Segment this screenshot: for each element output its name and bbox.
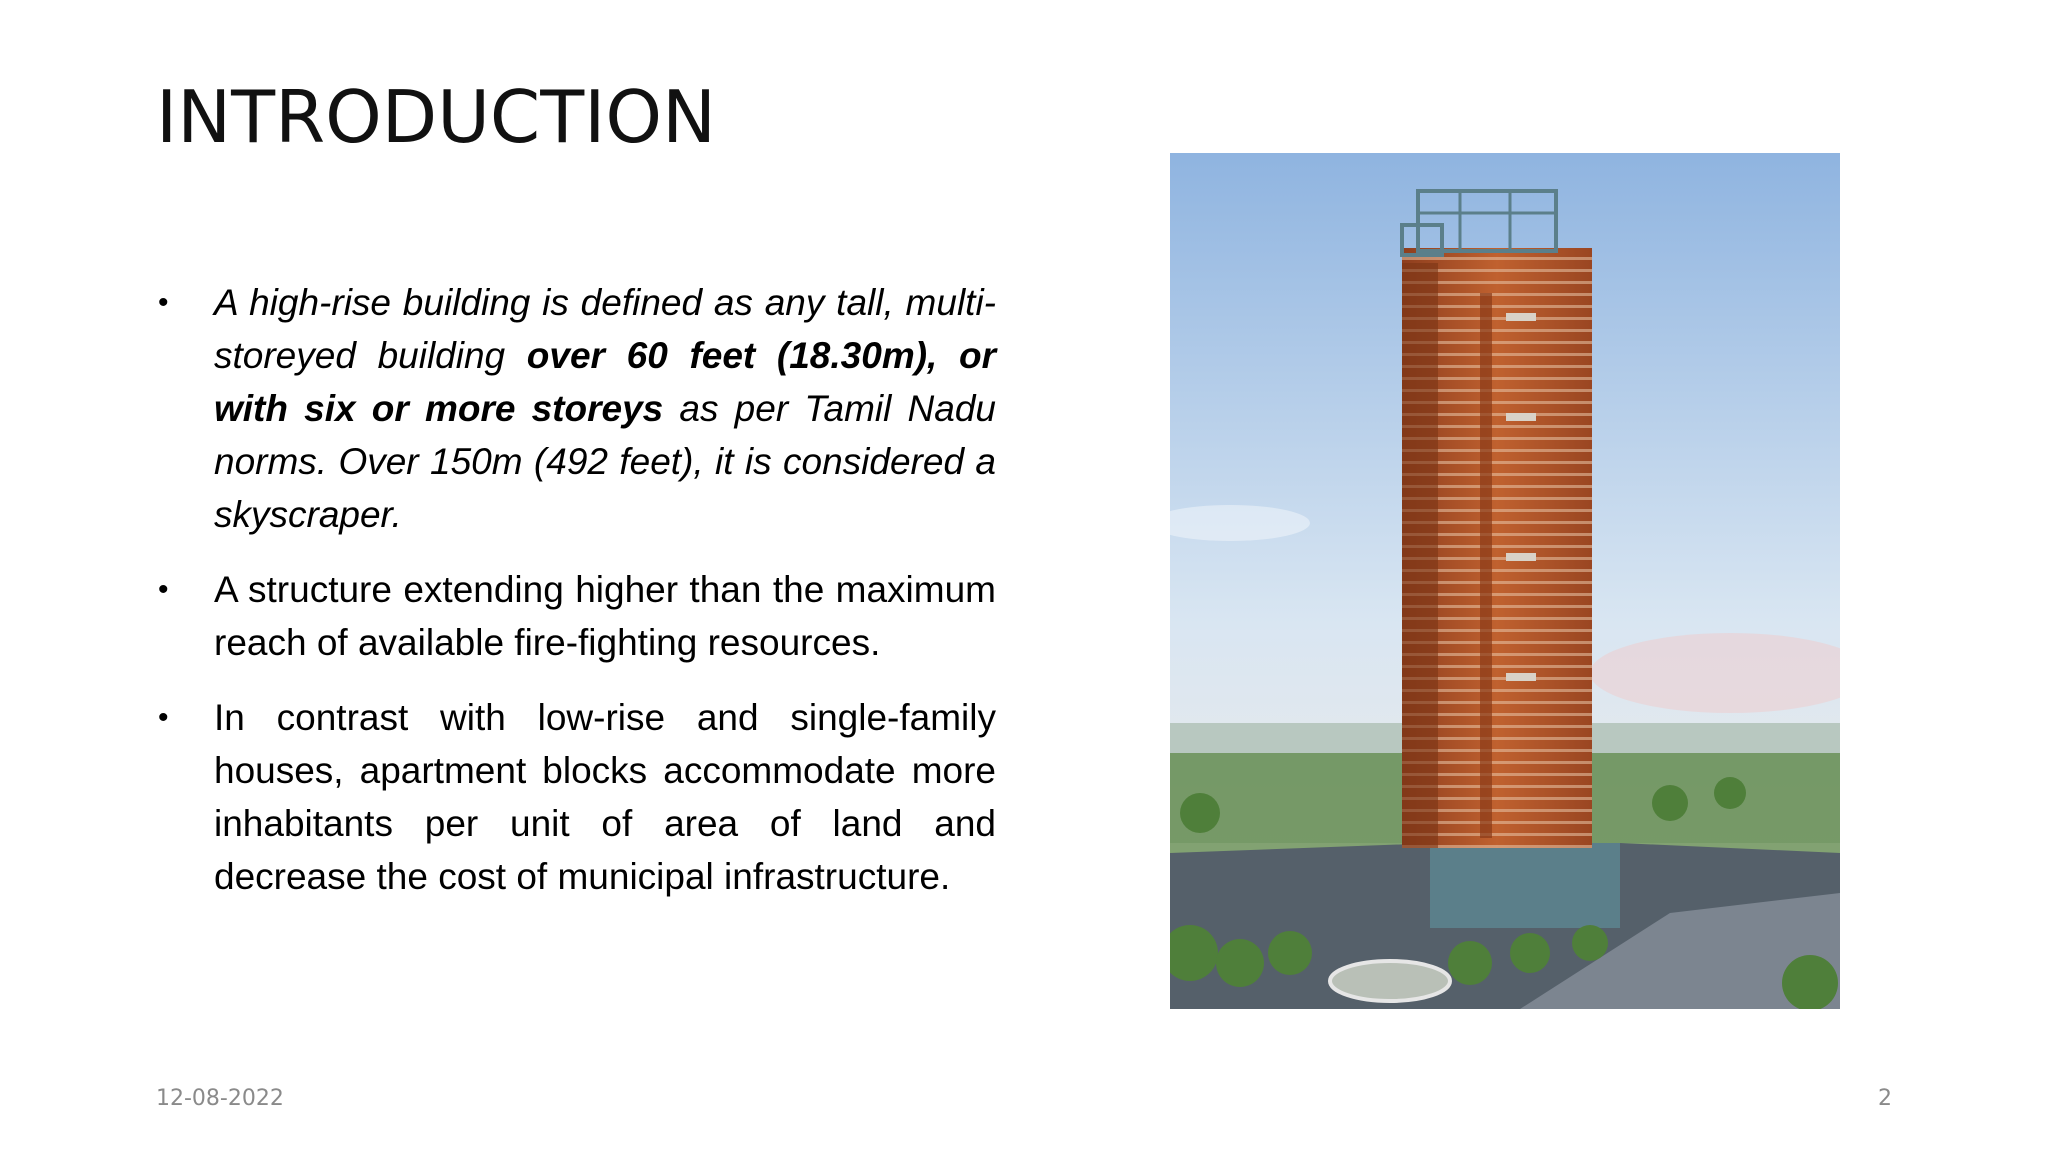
bullet-item-2 [156, 563, 996, 669]
high-rise-building-image [1170, 153, 1840, 1009]
slide-title: INTRODUCTION [156, 75, 716, 159]
bullet-1-text-bold: over 60 feet (18.30m), or with six or more storeys [214, 335, 996, 429]
footer-date: 12-08-2022 [156, 1086, 284, 1111]
bullet-marker: • [158, 573, 169, 606]
bullet-2-text: A structure extending higher than the maximum reach of available fire-fighting resources. [214, 569, 996, 663]
bullet-marker: • [158, 701, 169, 734]
slide-number: 2 [1878, 1086, 1892, 1111]
podium-glass [1430, 843, 1620, 928]
bullet-1-text-end: as per Tamil Nadu norms. Over 150m (492 feet), it is considered a skyscraper. [214, 388, 996, 535]
bullet-3-text: In contrast with low-rise and single-family houses, apartment blocks accommodate more inhabitants per unit of area of land and decrease the cost of municipal infrastructure. [214, 697, 996, 897]
bullet-item-1 [156, 276, 996, 541]
bullet-list [156, 276, 996, 925]
bullet-item-3 [156, 691, 996, 903]
bullet-1-text-start: A high-rise building is defined as any tall, multi-storeyed building [214, 282, 996, 376]
bullet-marker: • [158, 286, 169, 319]
